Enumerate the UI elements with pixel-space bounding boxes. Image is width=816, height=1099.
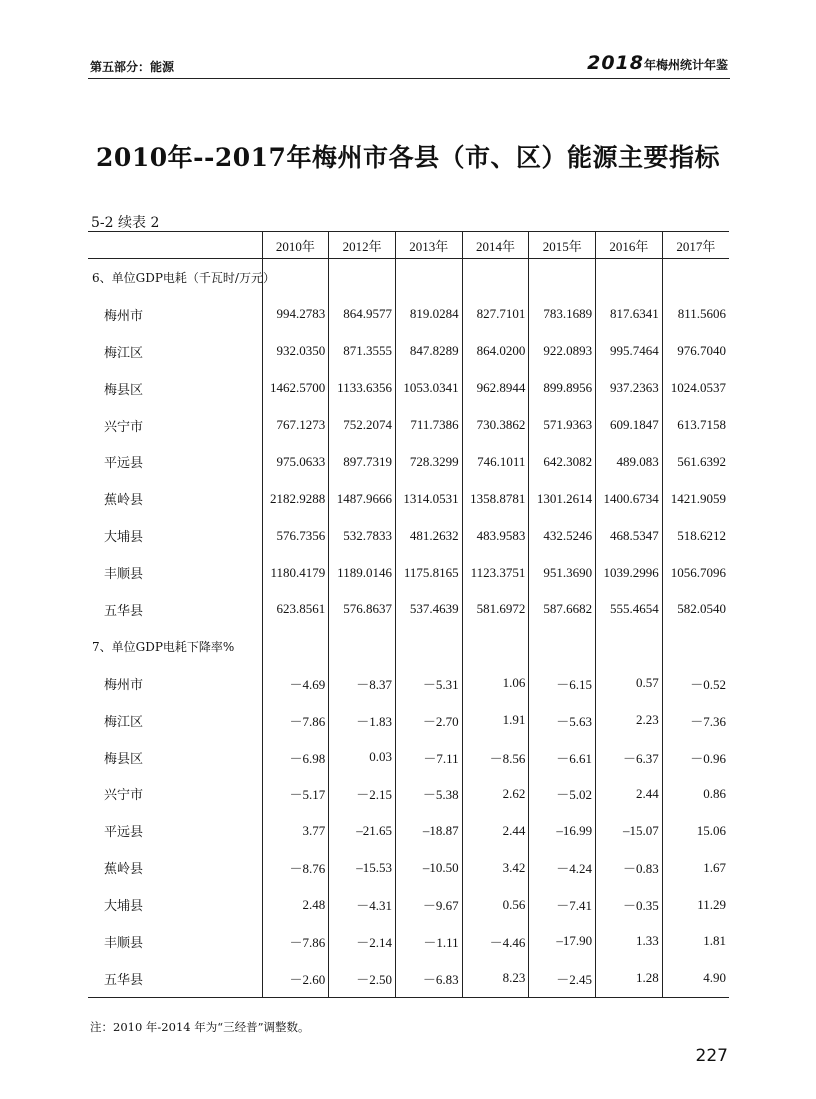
table-row <box>88 702 729 739</box>
table-cell: 994.2783 <box>262 296 329 333</box>
table-cell: –16.99 <box>529 812 596 849</box>
table-cell <box>529 628 596 665</box>
table-row <box>88 333 729 370</box>
table-cell: 642.3082 <box>529 443 596 480</box>
table-cell: 4.90 <box>662 960 729 997</box>
table-cell: 2.48 <box>262 886 329 923</box>
column-header: 2013年 <box>395 232 462 259</box>
table-row <box>88 370 729 407</box>
yearbook-title <box>587 52 728 74</box>
table-row <box>88 960 729 997</box>
column-header: 2015年 <box>529 232 596 259</box>
table-cell <box>395 628 462 665</box>
table-cell: －7.86 <box>262 923 329 960</box>
table-row <box>88 591 729 628</box>
table-cell: －5.63 <box>529 702 596 739</box>
table-cell: 576.7356 <box>262 517 329 554</box>
table-row <box>88 407 729 444</box>
table-cell: 0.56 <box>462 886 529 923</box>
table-cell: 1056.7096 <box>662 554 729 591</box>
row-label: 平远县 <box>104 825 144 841</box>
table-cell: 864.0200 <box>462 333 529 370</box>
table-cell: 1421.9059 <box>662 480 729 517</box>
table-cell: 811.5606 <box>662 296 729 333</box>
table-cell: –17.90 <box>529 923 596 960</box>
table-cell: 555.4654 <box>596 591 663 628</box>
table-cell: －6.15 <box>529 665 596 702</box>
table-cell <box>462 628 529 665</box>
table-cell: －4.31 <box>329 886 396 923</box>
table-cell: －7.36 <box>662 702 729 739</box>
table-cell: 937.2363 <box>596 370 663 407</box>
table-cell: 1314.0531 <box>395 480 462 517</box>
table-cell: 962.8944 <box>462 370 529 407</box>
column-header: 2012年 <box>329 232 396 259</box>
table-cell: 1024.0537 <box>662 370 729 407</box>
table-cell: –18.87 <box>395 812 462 849</box>
table-body <box>88 259 729 998</box>
table-cell: –15.53 <box>329 849 396 886</box>
table-cell: 1.33 <box>596 923 663 960</box>
column-header: 2010年 <box>262 232 329 259</box>
table-cell: 995.7464 <box>596 333 663 370</box>
table-cell: 783.1689 <box>529 296 596 333</box>
table-cell: －2.70 <box>395 702 462 739</box>
table-cell: －6.61 <box>529 739 596 776</box>
table-cell: 827.7101 <box>462 296 529 333</box>
table-cell: 1175.8165 <box>395 554 462 591</box>
column-header: 2016年 <box>596 232 663 259</box>
table-cell: 752.2074 <box>329 407 396 444</box>
row-label: 大埔县 <box>104 899 144 915</box>
row-label: 大埔县 <box>104 530 144 546</box>
table-cell: －2.15 <box>329 775 396 812</box>
table-cell: 1.91 <box>462 702 529 739</box>
table-cell: 1487.9666 <box>329 480 396 517</box>
energy-indicator-table <box>88 231 729 998</box>
table-cell: 432.5246 <box>529 517 596 554</box>
table-cell <box>462 259 529 296</box>
table-cell: －7.11 <box>395 739 462 776</box>
page-title: 2010年--2017年梅州市各县（市、区）能源主要指标 <box>96 143 720 172</box>
table-cell: 817.6341 <box>596 296 663 333</box>
table-cell: －4.46 <box>462 923 529 960</box>
table-cell: －6.83 <box>395 960 462 997</box>
table-cell: 537.4639 <box>395 591 462 628</box>
table-cell: 576.8637 <box>329 591 396 628</box>
table-cell <box>329 259 396 296</box>
table-cell: －8.76 <box>262 849 329 886</box>
table-cell: 1301.2614 <box>529 480 596 517</box>
yearbook-name: 年梅州统计年鉴 <box>643 58 728 72</box>
table-cell: －0.52 <box>662 665 729 702</box>
table-cell: －5.17 <box>262 775 329 812</box>
table-cell: －4.24 <box>529 849 596 886</box>
table-number: 5-2 续表 2 <box>91 215 160 231</box>
table-cell: –15.07 <box>596 812 663 849</box>
table-cell: 1400.6734 <box>596 480 663 517</box>
table-row <box>88 480 729 517</box>
table-cell: 1039.2996 <box>596 554 663 591</box>
table-cell: 951.3690 <box>529 554 596 591</box>
row-label: 丰顺县 <box>104 567 144 583</box>
table-row <box>88 665 729 702</box>
table-row <box>88 296 729 333</box>
table-cell: 1133.6356 <box>329 370 396 407</box>
row-label: 兴宁市 <box>104 419 144 435</box>
table-cell <box>662 259 729 296</box>
table-cell <box>662 628 729 665</box>
table-cell: 468.5347 <box>596 517 663 554</box>
table-cell: 847.8289 <box>395 333 462 370</box>
table-cell: 897.7319 <box>329 443 396 480</box>
table-cell: 975.0633 <box>262 443 329 480</box>
table-cell: －5.02 <box>529 775 596 812</box>
table-cell: 489.083 <box>596 443 663 480</box>
table-cell: 609.1847 <box>596 407 663 444</box>
table-cell: 1.81 <box>662 923 729 960</box>
table-row <box>88 812 729 849</box>
table-cell: －2.50 <box>329 960 396 997</box>
row-label: 丰顺县 <box>104 935 144 951</box>
table-cell: －4.69 <box>262 665 329 702</box>
table-row <box>88 775 729 812</box>
row-label: 五华县 <box>104 603 144 619</box>
table-row <box>88 739 729 776</box>
table-cell: 483.9583 <box>462 517 529 554</box>
table-cell: 1.06 <box>462 665 529 702</box>
table-cell: －5.38 <box>395 775 462 812</box>
table-cell: 864.9577 <box>329 296 396 333</box>
footnote: 注：2010 年-2014 年为“三经普”调整数。 <box>90 1020 310 1034</box>
section-row <box>88 259 729 296</box>
table-cell: 1.67 <box>662 849 729 886</box>
table-cell: 899.8956 <box>529 370 596 407</box>
row-label: 梅江区 <box>104 714 144 730</box>
table-cell: －7.86 <box>262 702 329 739</box>
table-cell: 3.77 <box>262 812 329 849</box>
table-cell: 481.2632 <box>395 517 462 554</box>
page-header <box>88 52 730 79</box>
row-label: 蕉岭县 <box>104 862 144 878</box>
table-row <box>88 849 729 886</box>
table-cell: －1.11 <box>395 923 462 960</box>
table-cell: 15.06 <box>662 812 729 849</box>
table-cell: －2.14 <box>329 923 396 960</box>
row-label: 梅州市 <box>104 677 144 693</box>
header-corner <box>88 232 262 259</box>
table-cell <box>529 259 596 296</box>
section-label: 6、单位GDP电耗（千瓦时/万元） <box>92 270 275 285</box>
table-cell <box>395 259 462 296</box>
table-cell: －0.35 <box>596 886 663 923</box>
table-cell: 0.03 <box>329 739 396 776</box>
table-cell: －2.45 <box>529 960 596 997</box>
table-cell: 976.7040 <box>662 333 729 370</box>
column-header: 2017年 <box>662 232 729 259</box>
table-cell: －6.37 <box>596 739 663 776</box>
table-cell: 11.29 <box>662 886 729 923</box>
row-label: 梅江区 <box>104 345 144 361</box>
table-cell: 2182.9288 <box>262 480 329 517</box>
row-label: 五华县 <box>88 960 262 997</box>
row-label: 梅县区 <box>104 751 144 767</box>
table-cell: 1180.4179 <box>262 554 329 591</box>
table-cell: 871.3555 <box>329 333 396 370</box>
table-cell: －1.83 <box>329 702 396 739</box>
table-cell <box>329 628 396 665</box>
table-cell: 932.0350 <box>262 333 329 370</box>
table-cell: 730.3862 <box>462 407 529 444</box>
table-cell: 2.23 <box>596 702 663 739</box>
table-cell: －9.67 <box>395 886 462 923</box>
table-header-row <box>88 232 729 259</box>
table-cell: 922.0893 <box>529 333 596 370</box>
table-cell: 1123.3751 <box>462 554 529 591</box>
table-cell: 1.28 <box>596 960 663 997</box>
table-cell: 746.1011 <box>462 443 529 480</box>
section-label: 7、单位GDP电耗下降率% <box>92 639 235 654</box>
table-cell: 8.23 <box>462 960 529 997</box>
table-cell: 587.6682 <box>529 591 596 628</box>
table-cell: 581.6972 <box>462 591 529 628</box>
table-cell: 2.62 <box>462 775 529 812</box>
row-label: 蕉岭县 <box>104 493 144 509</box>
table-cell <box>596 628 663 665</box>
table-cell: －8.37 <box>329 665 396 702</box>
table-cell: 2.44 <box>596 775 663 812</box>
table-cell: －6.98 <box>262 739 329 776</box>
row-label: 平远县 <box>104 456 144 472</box>
table-cell: 561.6392 <box>662 443 729 480</box>
table-cell: 728.3299 <box>395 443 462 480</box>
table-cell: －0.83 <box>596 849 663 886</box>
table-cell: 0.86 <box>662 775 729 812</box>
table-row <box>88 517 729 554</box>
table-cell: 532.7833 <box>329 517 396 554</box>
table-cell: 1189.0146 <box>329 554 396 591</box>
table-cell <box>596 259 663 296</box>
table-row <box>88 886 729 923</box>
table-cell: 1358.8781 <box>462 480 529 517</box>
row-label: 兴宁市 <box>104 788 144 804</box>
column-header: 2014年 <box>462 232 529 259</box>
row-label: 梅县区 <box>104 382 144 398</box>
table-cell: 0.57 <box>596 665 663 702</box>
table-cell: 571.9363 <box>529 407 596 444</box>
table-cell: –10.50 <box>395 849 462 886</box>
table-cell: 613.7158 <box>662 407 729 444</box>
yearbook-year: 2018 <box>587 52 644 74</box>
table-cell: 518.6212 <box>662 517 729 554</box>
table-row <box>88 923 729 960</box>
table-cell: 3.42 <box>462 849 529 886</box>
table-cell: －5.31 <box>395 665 462 702</box>
table-cell: –21.65 <box>329 812 396 849</box>
table-cell: －8.56 <box>462 739 529 776</box>
table-cell: 767.1273 <box>262 407 329 444</box>
row-label: 梅州市 <box>104 308 144 324</box>
table-cell: －2.60 <box>262 960 329 997</box>
table-cell: －0.96 <box>662 739 729 776</box>
section-label: 第五部分：能源 <box>90 60 175 74</box>
table-cell: 711.7386 <box>395 407 462 444</box>
table-cell: 819.0284 <box>395 296 462 333</box>
table-row <box>88 554 729 591</box>
section-row <box>88 628 729 665</box>
table-cell: －7.41 <box>529 886 596 923</box>
table-cell: 1053.0341 <box>395 370 462 407</box>
table-row <box>88 443 729 480</box>
table-cell: 2.44 <box>462 812 529 849</box>
table-cell: 623.8561 <box>262 591 329 628</box>
table-cell <box>262 628 329 665</box>
table-cell: 1462.5700 <box>262 370 329 407</box>
table-cell: 582.0540 <box>662 591 729 628</box>
page-number: 227 <box>695 1046 728 1066</box>
